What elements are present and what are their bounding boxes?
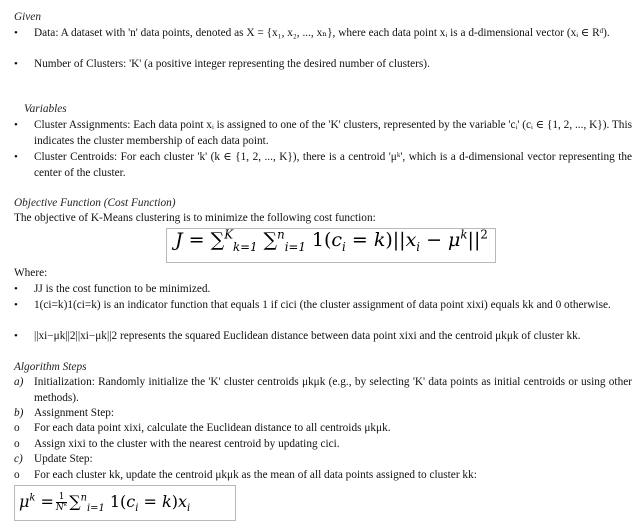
- step-update: Update Step:: [34, 453, 93, 465]
- substep-marker: o: [14, 469, 20, 481]
- centroid-update-formula: [14, 485, 236, 521]
- substep-marker: o: [14, 422, 20, 434]
- step-marker: c): [14, 453, 23, 465]
- step-assignment: Assignment Step:: [34, 407, 115, 419]
- bullet-icon: •: [14, 283, 18, 295]
- objective-intro: The objective of K-Means clustering is to minimize the following cost function:: [14, 212, 376, 224]
- variables-item-centroids: Cluster Centroids: For each cluster 'k' (k ∈ {1, 2, ..., K}), there is a centroid 'μᵏ', which is a d-dimensional vector representing the center of the cluster.: [34, 151, 632, 179]
- substep-distance: For each data point xixi, calculate the Euclidean distance to all centroids μkμk.: [34, 422, 391, 434]
- bullet-icon: •: [14, 119, 18, 131]
- substep-update-centroid: For each cluster kk, update the centroid μkμk as the mean of all data points assigned to cluster kk:: [34, 469, 477, 481]
- where-label: Where:: [14, 267, 48, 279]
- where-item-distance: ||xi−μk||2||xi−μk||2 represents the squared Euclidean distance between data point xixi and the centroid μkμk of cluster kk.: [34, 330, 581, 342]
- given-item-clusters: Number of Clusters: 'K' (a positive integer representing the desired number of clusters).: [34, 58, 430, 70]
- step-marker: a): [14, 376, 24, 388]
- centroid-update-expression: $\mu^k$ = $\frac{1}{N^k}$ ∑$^n_{i=1}$ $1(c_i = k)x_i$: [19, 492, 191, 515]
- step-marker: b): [14, 407, 24, 419]
- where-item-indicator: 1(ci=k)1(ci=k) is an indicator function that equals 1 if cici (the cluster assignment of data point xixi) equals kk and 0 otherwise.: [34, 299, 611, 311]
- bullet-icon: •: [14, 27, 18, 39]
- bullet-icon: •: [14, 330, 18, 342]
- substep-assign: Assign xixi to the cluster with the nearest centroid by updating cici.: [34, 438, 340, 450]
- bullet-icon: •: [14, 58, 18, 70]
- variables-item-assignments: Cluster Assignments: Each data point xᵢ is assigned to one of the 'K' clusters, represented by the variable 'cᵢ' (cᵢ ∈ {1, 2, ..., K}). This indicates the cluster membership of each data point.: [34, 119, 632, 147]
- bullet-icon: •: [14, 299, 18, 311]
- objective-heading: Objective Function (Cost Function): [14, 197, 176, 209]
- given-item-data: Data: A dataset with 'n' data points, denoted as X = {x₁, x₂, ..., xₙ}, where each data point xᵢ is a d-dimensional vector (xᵢ ∈ Rᵈ).: [34, 27, 610, 39]
- where-item-cost: JJ is the cost function to be minimized.: [34, 283, 211, 295]
- cost-function-expression: J = ∑$^K_{k=1}$ ∑$^n_{i=1}$ $1(c_i = k)||x_i - \mu^k||^2$: [175, 227, 488, 254]
- substep-marker: o: [14, 438, 20, 450]
- given-heading: Given: [14, 11, 41, 23]
- variables-heading: Variables: [24, 103, 67, 115]
- cost-function-formula: [166, 228, 496, 263]
- algorithm-heading: Algorithm Steps: [14, 361, 87, 373]
- step-initialization: Initialization: Randomly initialize the 'K' cluster centroids μkμk (e.g., by selecting 'K' data points as initial centroids or using other methods).: [34, 376, 632, 404]
- bullet-icon: •: [14, 151, 18, 163]
